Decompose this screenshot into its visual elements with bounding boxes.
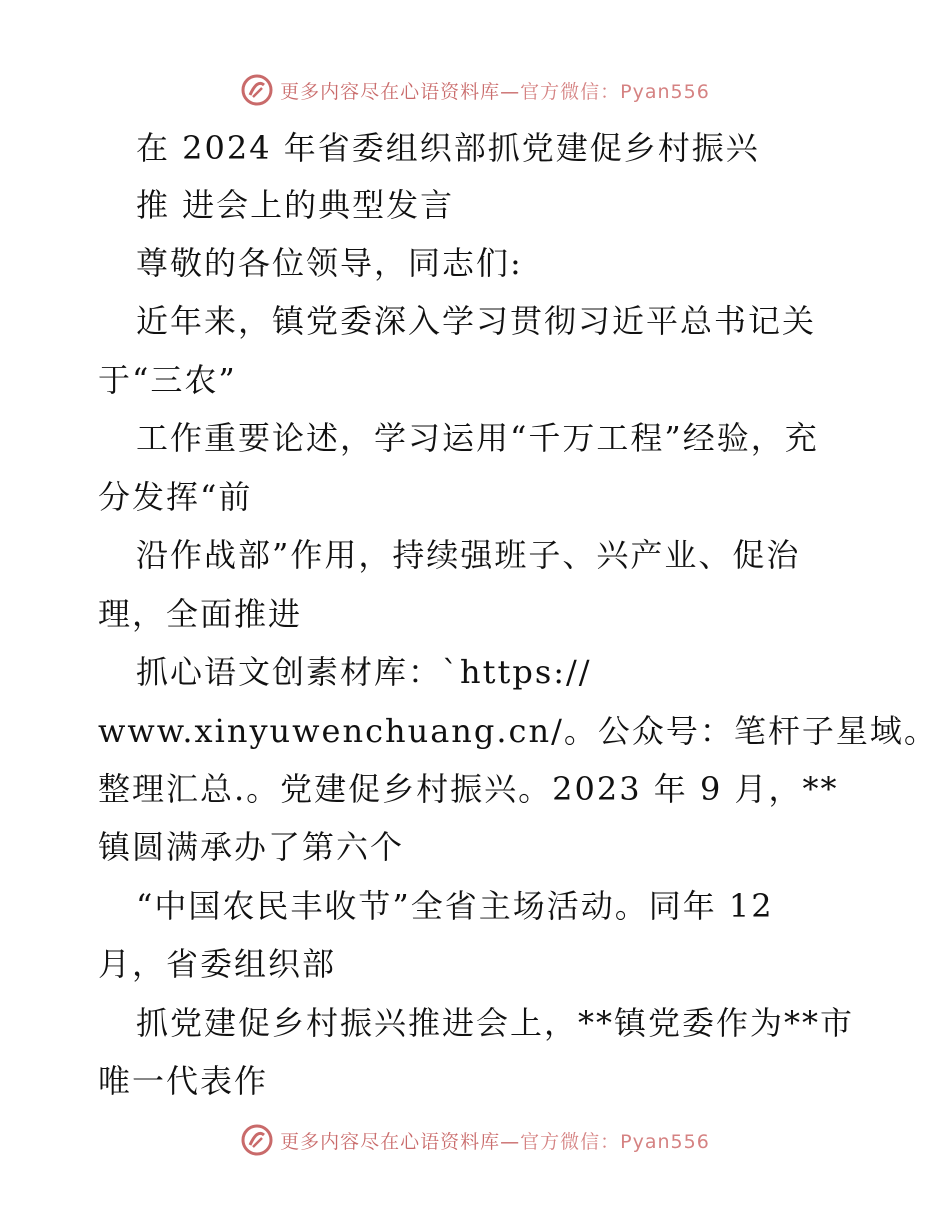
doc-line: 整理汇总.。党建促乡村振兴。2023 年 9 月，**	[98, 770, 839, 808]
doc-line: 于“三农”	[98, 361, 237, 399]
doc-line: 抓心语文创素材库：`https://	[136, 653, 592, 691]
doc-line: 推 进会上的典型发言	[136, 186, 455, 224]
doc-line: 分发挥“前	[98, 478, 253, 516]
watermark-wechat: 官方微信：Pyan556	[520, 1130, 710, 1153]
doc-line: 理，全面推进	[98, 595, 303, 633]
doc-line: 沿作战部”作用，持续强班子、兴产业、促治	[136, 536, 801, 574]
watermark-text	[280, 1127, 710, 1154]
cd-logo-icon	[240, 1123, 274, 1157]
doc-line: 镇圆满承办了第六个	[98, 828, 405, 866]
doc-line: www.xinyuwenchuang.cn/。公众号：笔杆子星域。	[98, 712, 938, 750]
doc-line: 月，省委组织部	[98, 945, 337, 983]
watermark-dash: —	[500, 80, 521, 103]
doc-line: “中国农民丰收节”全省主场活动。同年 12	[136, 887, 774, 925]
doc-line: 在 2024 年省委组织部抓党建促乡村振兴	[136, 129, 760, 167]
watermark-dash: —	[500, 1130, 521, 1153]
doc-line: 唯一代表作	[98, 1062, 269, 1100]
watermark-main: 更多内容尽在心语资料库	[280, 80, 501, 103]
footer-watermark	[0, 1120, 950, 1160]
watermark-main: 更多内容尽在心语资料库	[280, 1130, 501, 1153]
doc-line: 尊敬的各位领导，同志们:	[136, 244, 523, 282]
watermark-wechat: 官方微信：Pyan556	[520, 80, 710, 103]
doc-line: 近年来，镇党委深入学习贯彻习近平总书记关	[136, 302, 817, 340]
doc-line: 工作重要论述，学习运用“千万工程”经验，充	[136, 419, 819, 457]
doc-line: 抓党建促乡村振兴推进会上，**镇党委作为**市	[136, 1004, 855, 1042]
